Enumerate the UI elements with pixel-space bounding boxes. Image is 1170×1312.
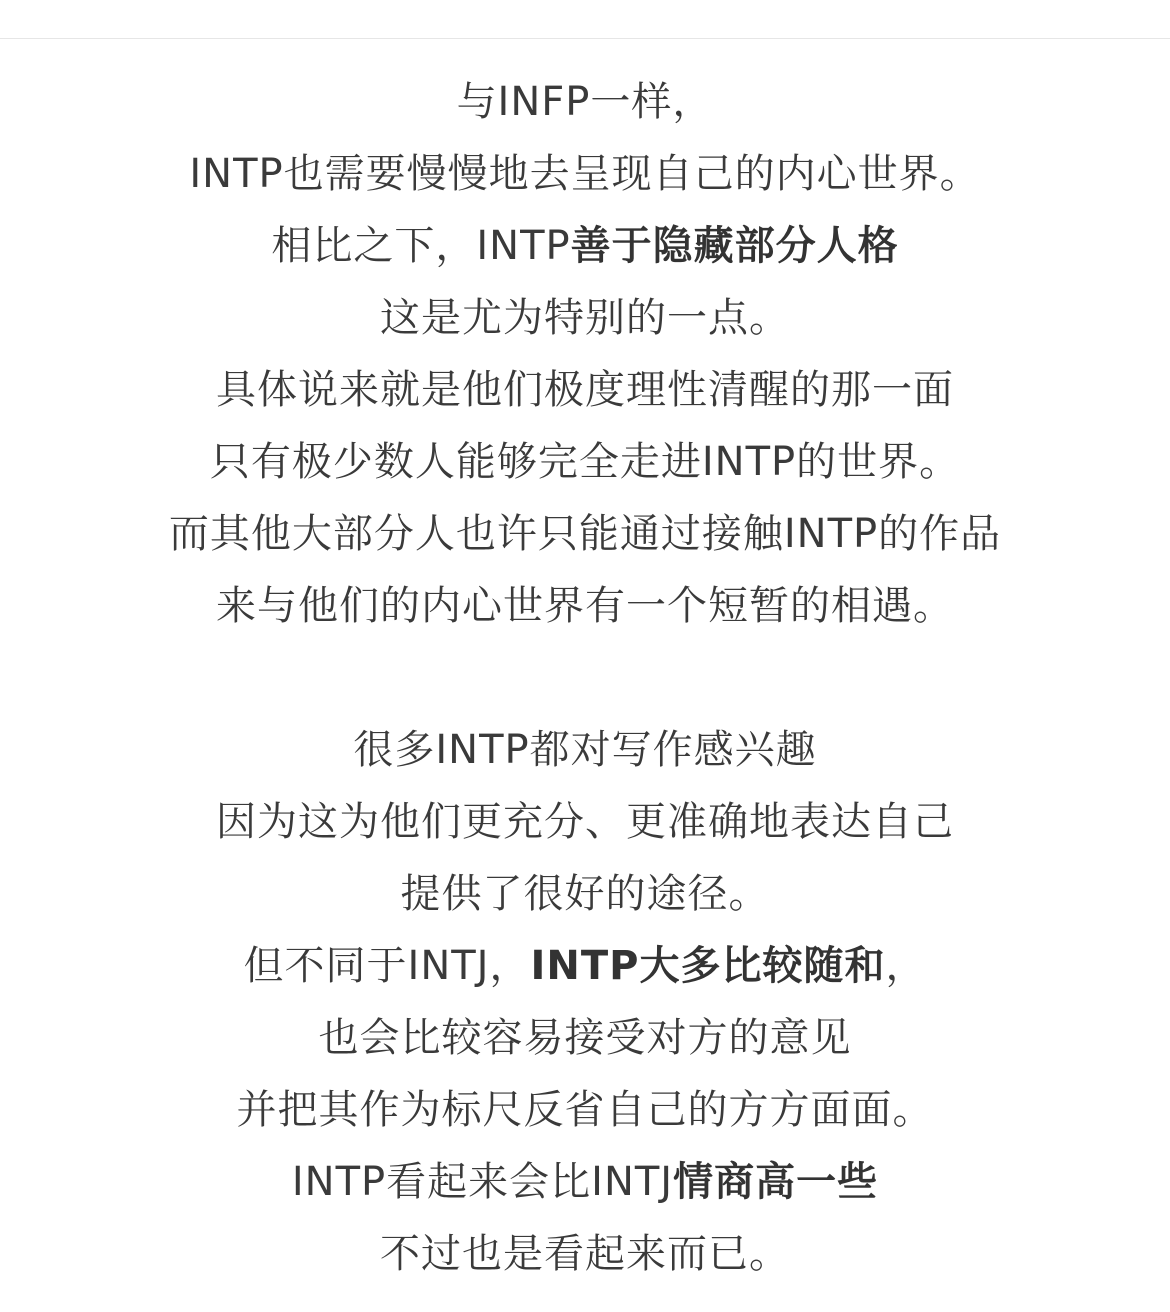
top-divider <box>0 38 1170 39</box>
text-line <box>0 570 1170 642</box>
text-segment: 不过也是看起来而已。 <box>380 1231 790 1277</box>
text-segment: 与INFP一样， <box>456 79 714 125</box>
text-segment: 也会比较容易接受对方的意见 <box>318 1015 852 1061</box>
text-line <box>0 1218 1170 1290</box>
text-line <box>0 210 1170 282</box>
text-line <box>0 138 1170 210</box>
text-line <box>0 498 1170 570</box>
bold-text-segment: 情商高一些 <box>673 1159 879 1205</box>
text-segment: ， <box>885 943 927 989</box>
text-line <box>0 858 1170 930</box>
text-segment: 具体说来就是他们极度理性清醒的那一面 <box>216 367 954 413</box>
text-segment: 只有极少数人能够完全走进INTP的世界。 <box>209 439 961 485</box>
text-line <box>0 354 1170 426</box>
article-body <box>0 66 1170 1290</box>
text-line <box>0 1146 1170 1218</box>
text-segment: 并把其作为标尺反省自己的方方面面。 <box>236 1087 934 1133</box>
text-line <box>0 426 1170 498</box>
paragraph-gap <box>0 642 1170 714</box>
text-line <box>0 1002 1170 1074</box>
bold-text-segment: 善于隐藏部分人格 <box>570 223 899 269</box>
bold-text-segment: INTP大多比较随和 <box>530 943 886 989</box>
text-segment: 因为这为他们更充分、更准确地表达自己 <box>216 799 954 845</box>
text-line <box>0 714 1170 786</box>
text-segment: 很多INTP都对写作感兴趣 <box>353 727 817 773</box>
text-segment: 但不同于INTJ， <box>243 943 531 989</box>
text-segment: INTP也需要慢慢地去呈现自己的内心世界。 <box>189 151 981 197</box>
text-segment: 相比之下，INTP <box>271 223 571 269</box>
text-segment: INTP看起来会比INTJ <box>291 1159 674 1205</box>
text-segment: 提供了很好的途径。 <box>400 871 770 917</box>
text-line <box>0 1074 1170 1146</box>
text-segment: 这是尤为特别的一点。 <box>380 295 790 341</box>
text-segment: 而其他大部分人也许只能通过接触INTP的作品 <box>168 511 1002 557</box>
text-line <box>0 930 1170 1002</box>
text-line <box>0 66 1170 138</box>
text-line <box>0 282 1170 354</box>
text-line <box>0 786 1170 858</box>
text-segment: 来与他们的内心世界有一个短暂的相遇。 <box>216 583 954 629</box>
